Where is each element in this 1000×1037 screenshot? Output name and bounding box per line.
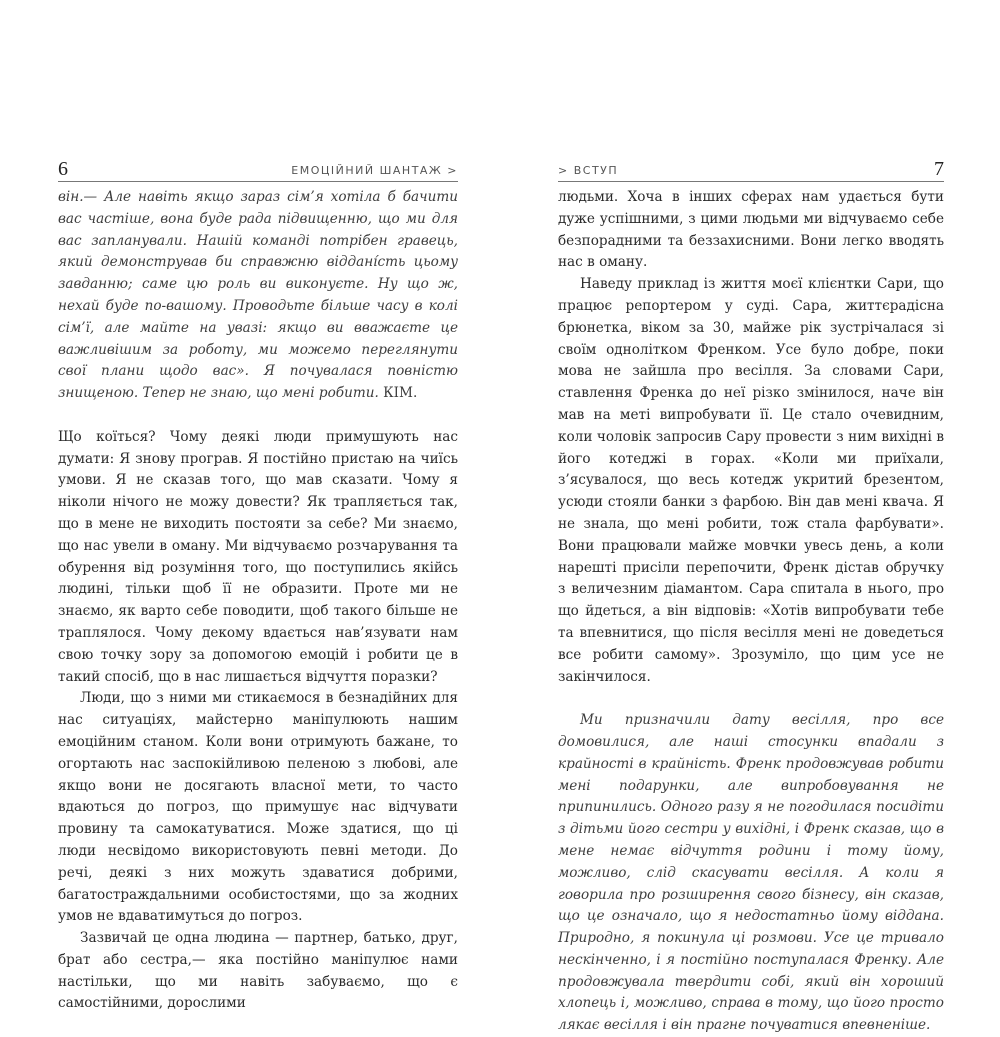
italic-quote: [58, 187, 458, 405]
paragraph: Що коїться? Чому деякі люди примушують нас думати: Я знову програв. Я постійно пристаю на чиїсь умови. Я не сказав того, що мав сказати. Чому я ніколи нічого не можу довести? Як трапляється так, що в мене не виходить постояти за себе? Ми знаємо, що нас увели в оману. Ми відчуваємо розчарування та обурення від розуміння того, що поступились якійсь людині, тільки щоб її не образити. Проте ми не знаємо, як варто себе поводити, щоб такого більше не траплялося. Чому декому вдається нав’язувати нам свою точку зору за допомогою емоцій і робити це в такий спосіб, що в нас лишається відчуття поразки?: [58, 428, 458, 685]
italic-quote: Ми призначили дату весілля, про все домовилися, але наші стосунки впадали з крайності в крайність. Френк продовжував робити мені подарунки, але випробовування не припинились. Одного разу я не погодилася посидіти з дітьми його сестри у вихідні, і Френк сказав, що в мене немає відчуття родини і тому йому, можливо, слід скасувати весілля. А коли я говорила про розширення свого бізнесу, він сказав, що це означало, що я недостатньо йому віддана. Природно, я покинула ці розмови. Усе це тривало нескінченно, і я постійно поступалася Френку. Але продовжувала твердити собі, який він хороший хлопець і, можливо, справа в тому, що його просто лякає весілля і він прагне почуватися впевненіше.: [558, 712, 944, 1034]
running-head-title: > ВСТУП: [558, 164, 619, 177]
paragraph: людьми. Хоча в інших сферах нам удається бути дуже успішними, з цими людьми ми відчуваємо себе безпорадними та беззахисними. Вони легко вводять нас в оману.: [558, 189, 944, 271]
left-body-text: [58, 187, 458, 1015]
left-running-header: [58, 160, 458, 188]
paragraph: Зазвичай це одна людина — партнер, батько, друг, брат або сестра,— яка постійно маніпулює нами настільки, що ми навіть забуваємо, що є самостійними, дорослими: [58, 930, 458, 1012]
quote-text: він.— Але навіть якщо зараз сім’я хотіла б бачити вас частіше, вона буде рада підвищенню, що ми для вас запланували. Нашій команді потрібен гравець, який демонстрував би справжню віддані́сть цьому завданню; саме цю роль ви виконуєте. Ну що ж, нехай буде по-вашому. Проводьте більше часу в колі сім’ї, але майте на увазі: якщо ви вважаєте це важливішим за роботу, ми можемо переглянути свої плани щодо вас». Я почувалася повністю знищеною. Тепер не знаю, що мені робити.: [58, 189, 458, 402]
page-number: 7: [934, 158, 944, 180]
page-number: 6: [58, 158, 68, 180]
running-head-title: ЕМОЦІЙНИЙ ШАНТАЖ >: [291, 164, 458, 177]
header-rule: [58, 181, 458, 182]
paragraph: Люди, що з ними ми стикаємося в безнадійних для нас ситуаціях, майстерно маніпулюють нашим емоційним станом. Коли вони отримують бажане, то огортають нас заспокійливою пеленою з любові, але якщо вони не досягають власної мети, то часто вдаються до погроз, що примушує нас відчувати провину та самокатуватися. Може здатися, що ці люди несвідомо використовують певні методи. До речі, деякі з них можуть здаватися добрими, багатостраждальними особистостями, що за жодних умов не вдаватимуться до погроз.: [58, 690, 458, 925]
right-body-text: [558, 187, 944, 1037]
right-running-header: [558, 160, 944, 188]
quote-signoff: КІМ.: [383, 385, 418, 402]
header-rule: [558, 181, 944, 182]
paragraph: Наведу приклад із життя моєї клієнтки Сари, що працює репортером у суді. Сара, життєрадісна брюнетка, віком за 30, майже рік зустрічалася зі своїм однолітком Френком. Усе було добре, поки мова не зайшла про весілля. За словами Сари, ставлення Френка до неї різко змінилося, наче він мав на меті випробувати її. Це стало очевидним, коли чоловік запросив Сару провести з ним вихідні в його котеджі в горах. «Коли ми приїхали, з’ясувалося, що весь котедж укритий брезентом, усюди стояли банки з фарбою. Він дав мені квача. Я не знала, що мені робити, тож стала фарбувати». Вони працювали майже мовчки увесь день, а коли нарешті присіли перепочити, Френк дістав обручку з величезним діамантом. Сара спитала в нього, про що йдеться, а він відповів: «Хотів випробувати тебе та впевнитися, що після весілля мені не доведеться все робити самому». Зрозуміло, що цим усе не закінчилося.: [558, 276, 944, 685]
